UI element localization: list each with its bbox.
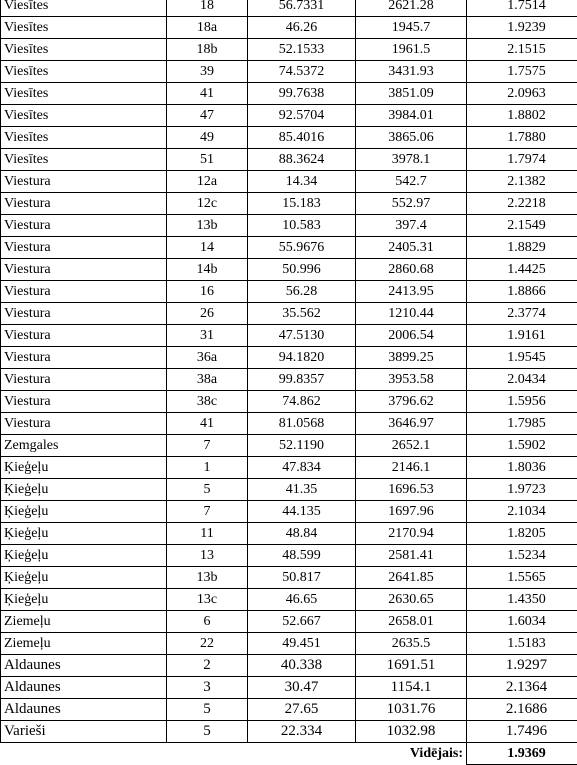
street-cell: Viestura <box>1 347 167 369</box>
house-number-cell: 13c <box>167 589 248 611</box>
value-b-cell: 1945.7 <box>356 17 467 39</box>
ratio-cell: 1.9239 <box>467 17 577 39</box>
table-row <box>1 215 577 237</box>
house-number-cell: 5 <box>167 699 248 721</box>
value-a-cell: 14.34 <box>248 171 356 193</box>
value-a-cell: 49.451 <box>248 633 356 655</box>
ratio-cell: 1.5902 <box>467 435 577 457</box>
table-row <box>1 523 577 545</box>
value-a-cell: 81.0568 <box>248 413 356 435</box>
table-row <box>1 567 577 589</box>
table-row <box>1 237 577 259</box>
ratio-cell: 1.8829 <box>467 237 577 259</box>
value-b-cell: 3984.01 <box>356 105 467 127</box>
house-number-cell: 5 <box>167 479 248 501</box>
value-b-cell: 1691.51 <box>356 655 467 677</box>
value-b-cell: 2006.54 <box>356 325 467 347</box>
street-cell: Ķieģeļu <box>1 589 167 611</box>
house-number-cell: 2 <box>167 655 248 677</box>
street-cell: Ķieģeļu <box>1 479 167 501</box>
street-cell: Ziemeļu <box>1 633 167 655</box>
table-row <box>1 501 577 523</box>
street-cell: Viestura <box>1 215 167 237</box>
house-number-cell: 18 <box>167 0 248 17</box>
street-cell: Viestura <box>1 369 167 391</box>
blank-cell <box>167 743 248 765</box>
house-number-cell: 22 <box>167 633 248 655</box>
table-row <box>1 193 577 215</box>
value-b-cell: 2652.1 <box>356 435 467 457</box>
value-a-cell: 99.8357 <box>248 369 356 391</box>
value-a-cell: 52.1190 <box>248 435 356 457</box>
street-cell: Ziemeļu <box>1 611 167 633</box>
house-number-cell: 13 <box>167 545 248 567</box>
value-a-cell: 94.1820 <box>248 347 356 369</box>
table-row <box>1 545 577 567</box>
house-number-cell: 11 <box>167 523 248 545</box>
street-cell: Viesītes <box>1 83 167 105</box>
ratio-cell: 1.9545 <box>467 347 577 369</box>
table-row <box>1 435 577 457</box>
value-a-cell: 35.562 <box>248 303 356 325</box>
street-cell: Viestura <box>1 325 167 347</box>
house-number-cell: 51 <box>167 149 248 171</box>
table-row <box>1 325 577 347</box>
value-b-cell: 2641.85 <box>356 567 467 589</box>
ratio-cell: 2.1382 <box>467 171 577 193</box>
table-row <box>1 721 577 743</box>
table-row <box>1 391 577 413</box>
value-a-cell: 48.84 <box>248 523 356 545</box>
street-cell: Viestura <box>1 259 167 281</box>
ratio-cell: 2.1034 <box>467 501 577 523</box>
ratio-cell: 1.6034 <box>467 611 577 633</box>
ratio-cell: 1.4350 <box>467 589 577 611</box>
value-b-cell: 1210.44 <box>356 303 467 325</box>
average-row <box>1 743 577 765</box>
house-number-cell: 13b <box>167 215 248 237</box>
table-row <box>1 149 577 171</box>
street-cell: Ķieģeļu <box>1 523 167 545</box>
value-b-cell: 3899.25 <box>356 347 467 369</box>
street-cell: Viesītes <box>1 61 167 83</box>
value-a-cell: 27.65 <box>248 699 356 721</box>
table-row <box>1 369 577 391</box>
value-a-cell: 56.7331 <box>248 0 356 17</box>
street-cell: Viesītes <box>1 105 167 127</box>
house-number-cell: 38a <box>167 369 248 391</box>
ratio-cell: 1.5565 <box>467 567 577 589</box>
table-row <box>1 83 577 105</box>
table-row <box>1 303 577 325</box>
value-b-cell: 2860.68 <box>356 259 467 281</box>
value-b-cell: 397.4 <box>356 215 467 237</box>
ratio-cell: 1.7985 <box>467 413 577 435</box>
value-a-cell: 44.135 <box>248 501 356 523</box>
value-b-cell: 3953.58 <box>356 369 467 391</box>
house-number-cell: 6 <box>167 611 248 633</box>
blank-cell <box>1 743 167 765</box>
table-row <box>1 699 577 721</box>
ratio-cell: 1.5234 <box>467 545 577 567</box>
ratio-cell: 2.0963 <box>467 83 577 105</box>
ratio-cell: 1.8205 <box>467 523 577 545</box>
value-a-cell: 40.338 <box>248 655 356 677</box>
value-b-cell: 542.7 <box>356 171 467 193</box>
value-b-cell: 3431.93 <box>356 61 467 83</box>
value-a-cell: 50.817 <box>248 567 356 589</box>
house-number-cell: 14b <box>167 259 248 281</box>
ratio-cell: 2.2218 <box>467 193 577 215</box>
value-a-cell: 99.7638 <box>248 83 356 105</box>
value-a-cell: 56.28 <box>248 281 356 303</box>
street-cell: Viestura <box>1 391 167 413</box>
street-cell: Viestura <box>1 281 167 303</box>
street-cell: Ķieģeļu <box>1 501 167 523</box>
table-row <box>1 413 577 435</box>
ratio-cell: 1.4425 <box>467 259 577 281</box>
house-number-cell: 41 <box>167 413 248 435</box>
value-b-cell: 2170.94 <box>356 523 467 545</box>
ratio-cell: 2.1515 <box>467 39 577 61</box>
house-number-cell: 14 <box>167 237 248 259</box>
value-a-cell: 10.583 <box>248 215 356 237</box>
house-number-cell: 41 <box>167 83 248 105</box>
value-a-cell: 74.5372 <box>248 61 356 83</box>
value-a-cell: 46.26 <box>248 17 356 39</box>
street-cell: Viesītes <box>1 149 167 171</box>
house-number-cell: 3 <box>167 677 248 699</box>
value-b-cell: 2581.41 <box>356 545 467 567</box>
house-number-cell: 7 <box>167 501 248 523</box>
street-cell: Ķieģeļu <box>1 567 167 589</box>
table-body <box>1 0 577 743</box>
value-a-cell: 50.996 <box>248 259 356 281</box>
ratio-cell: 2.0434 <box>467 369 577 391</box>
table-row <box>1 479 577 501</box>
house-number-cell: 5 <box>167 721 248 743</box>
street-cell: Ķieģeļu <box>1 457 167 479</box>
ratio-cell: 1.7575 <box>467 61 577 83</box>
ratio-cell: 1.9723 <box>467 479 577 501</box>
house-number-cell: 16 <box>167 281 248 303</box>
street-cell: Viestura <box>1 171 167 193</box>
value-b-cell: 1697.96 <box>356 501 467 523</box>
street-cell: Viestura <box>1 303 167 325</box>
table-row <box>1 281 577 303</box>
house-number-cell: 18a <box>167 17 248 39</box>
house-number-cell: 31 <box>167 325 248 347</box>
table-row <box>1 677 577 699</box>
house-number-cell: 18b <box>167 39 248 61</box>
value-a-cell: 48.599 <box>248 545 356 567</box>
house-number-cell: 26 <box>167 303 248 325</box>
table-row <box>1 347 577 369</box>
house-number-cell: 36a <box>167 347 248 369</box>
value-a-cell: 52.667 <box>248 611 356 633</box>
value-a-cell: 15.183 <box>248 193 356 215</box>
street-cell: Viestura <box>1 237 167 259</box>
value-b-cell: 1961.5 <box>356 39 467 61</box>
value-a-cell: 41.35 <box>248 479 356 501</box>
ratio-cell: 2.1686 <box>467 699 577 721</box>
value-a-cell: 88.3624 <box>248 149 356 171</box>
ratio-cell: 1.7880 <box>467 127 577 149</box>
value-a-cell: 52.1533 <box>248 39 356 61</box>
value-b-cell: 552.97 <box>356 193 467 215</box>
value-a-cell: 46.65 <box>248 589 356 611</box>
ratio-cell: 1.7496 <box>467 721 577 743</box>
house-number-cell: 38c <box>167 391 248 413</box>
value-b-cell: 1031.76 <box>356 699 467 721</box>
value-a-cell: 47.5130 <box>248 325 356 347</box>
house-number-cell: 13b <box>167 567 248 589</box>
value-a-cell: 74.862 <box>248 391 356 413</box>
ratio-cell: 2.1549 <box>467 215 577 237</box>
value-b-cell: 2405.31 <box>356 237 467 259</box>
table-row <box>1 589 577 611</box>
street-cell: Viestura <box>1 193 167 215</box>
street-cell: Viesītes <box>1 39 167 61</box>
ratio-cell: 1.7974 <box>467 149 577 171</box>
table-row <box>1 457 577 479</box>
value-b-cell: 3796.62 <box>356 391 467 413</box>
value-a-cell: 47.834 <box>248 457 356 479</box>
ratio-cell: 2.3774 <box>467 303 577 325</box>
value-b-cell: 3865.06 <box>356 127 467 149</box>
value-b-cell: 2621.28 <box>356 0 467 17</box>
value-b-cell: 1032.98 <box>356 721 467 743</box>
table-row <box>1 611 577 633</box>
ratio-cell: 1.9297 <box>467 655 577 677</box>
table-row <box>1 655 577 677</box>
table-row <box>1 105 577 127</box>
table-row <box>1 0 577 17</box>
value-b-cell: 3851.09 <box>356 83 467 105</box>
table-row <box>1 171 577 193</box>
average-label: Vidējais: <box>356 743 467 765</box>
value-b-cell: 3646.97 <box>356 413 467 435</box>
value-a-cell: 92.5704 <box>248 105 356 127</box>
street-cell: Viestura <box>1 413 167 435</box>
house-number-cell: 12a <box>167 171 248 193</box>
street-cell: Aldaunes <box>1 699 167 721</box>
street-cell: Viesītes <box>1 0 167 17</box>
ratio-cell: 2.1364 <box>467 677 577 699</box>
value-b-cell: 2146.1 <box>356 457 467 479</box>
house-number-cell: 39 <box>167 61 248 83</box>
house-number-cell: 49 <box>167 127 248 149</box>
value-b-cell: 2413.95 <box>356 281 467 303</box>
value-b-cell: 2658.01 <box>356 611 467 633</box>
ratio-cell: 1.8036 <box>467 457 577 479</box>
street-cell: Zemgales <box>1 435 167 457</box>
house-number-cell: 12c <box>167 193 248 215</box>
value-b-cell: 3978.1 <box>356 149 467 171</box>
value-b-cell: 2635.5 <box>356 633 467 655</box>
table-row <box>1 633 577 655</box>
value-b-cell: 1154.1 <box>356 677 467 699</box>
value-a-cell: 85.4016 <box>248 127 356 149</box>
ratio-cell: 1.8802 <box>467 105 577 127</box>
street-cell: Aldaunes <box>1 677 167 699</box>
value-a-cell: 55.9676 <box>248 237 356 259</box>
street-cell: Aldaunes <box>1 655 167 677</box>
average-value: 1.9369 <box>467 743 577 765</box>
house-number-cell: 47 <box>167 105 248 127</box>
house-number-cell: 7 <box>167 435 248 457</box>
table-row <box>1 17 577 39</box>
table-row <box>1 61 577 83</box>
value-a-cell: 22.334 <box>248 721 356 743</box>
value-b-cell: 2630.65 <box>356 589 467 611</box>
ratio-cell: 1.9161 <box>467 325 577 347</box>
ratio-cell: 1.5956 <box>467 391 577 413</box>
street-cell: Varieši <box>1 721 167 743</box>
table-row <box>1 127 577 149</box>
table-row <box>1 39 577 61</box>
street-cell: Viesītes <box>1 17 167 39</box>
street-cell: Ķieģeļu <box>1 545 167 567</box>
ratio-cell: 1.8866 <box>467 281 577 303</box>
table-row <box>1 259 577 281</box>
ratio-cell: 1.5183 <box>467 633 577 655</box>
house-number-cell: 1 <box>167 457 248 479</box>
ratio-cell: 1.7514 <box>467 0 577 17</box>
blank-cell <box>248 743 356 765</box>
value-b-cell: 1696.53 <box>356 479 467 501</box>
street-cell: Viesītes <box>1 127 167 149</box>
value-a-cell: 30.47 <box>248 677 356 699</box>
